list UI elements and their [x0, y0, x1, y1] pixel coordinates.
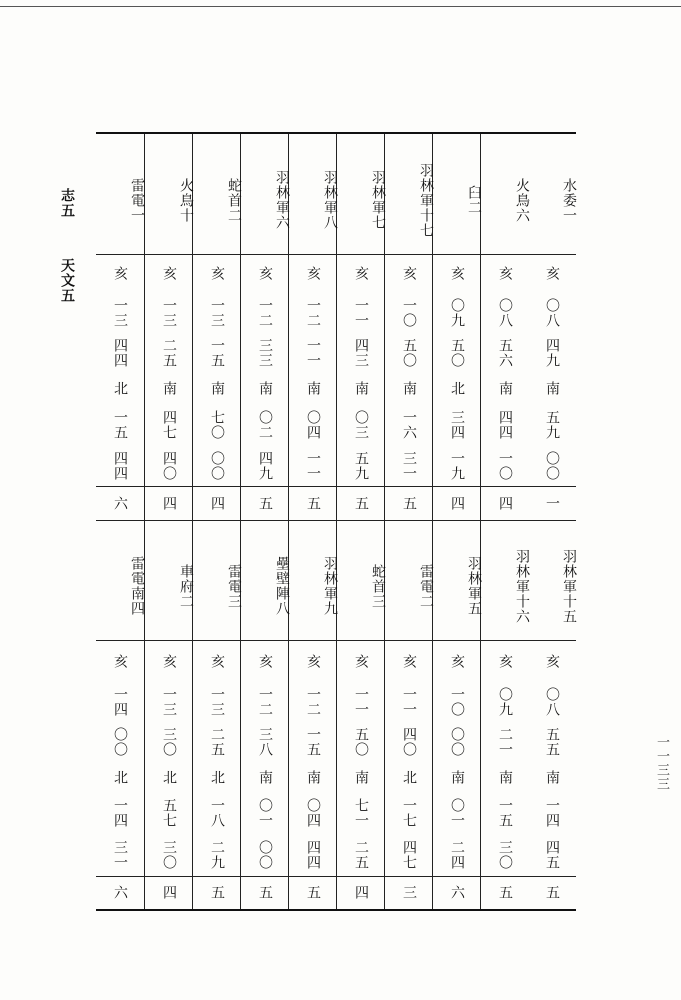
cell-mag: 五 — [401, 495, 417, 511]
cell-name: 水委一 — [561, 177, 577, 223]
cell-deg: 〇八 — [544, 298, 560, 328]
cell-branch: 亥 — [353, 265, 369, 281]
cell-mag: 四 — [449, 495, 465, 511]
cell-deg2: 一八 — [209, 798, 225, 828]
cell-name: 臼二 — [466, 185, 482, 215]
cell-branch: 亥 — [112, 265, 128, 281]
cell-deg2: 〇四 — [305, 798, 321, 828]
cell-mag: 四 — [209, 495, 225, 511]
star-column — [432, 134, 481, 909]
cell-min2: 二五 — [353, 840, 369, 870]
cell-name: 車府二 — [178, 563, 194, 609]
cell-name: 羽林軍十五 — [561, 548, 577, 624]
cell-deg2: 一六 — [401, 410, 417, 440]
table-rule — [96, 640, 576, 641]
cell-branch: 亥 — [497, 653, 513, 669]
cell-name: 羽林軍十七 — [418, 162, 434, 238]
cell-min: 四四 — [112, 338, 128, 368]
cell-min2: 〇〇 — [209, 451, 225, 481]
cell-dir: 北 — [401, 769, 417, 785]
cell-branch: 亥 — [257, 653, 273, 669]
cell-dir: 南 — [305, 380, 321, 396]
cell-deg: 一三 — [209, 298, 225, 328]
cell-dir: 南 — [544, 769, 560, 785]
cell-mag: 五 — [497, 885, 513, 900]
cell-mag: 五 — [257, 885, 273, 900]
cell-deg: 〇八 — [497, 298, 513, 328]
cell-name: 雷電南四 — [129, 556, 145, 616]
cell-deg2: 一七 — [401, 798, 417, 828]
cell-min: 一一 — [305, 338, 321, 368]
cell-mag: 六 — [112, 885, 128, 900]
cell-mag: 五 — [209, 885, 225, 900]
cell-mag: 五 — [544, 885, 560, 900]
cell-mag: 四 — [353, 885, 369, 900]
cell-mag: 五 — [305, 885, 321, 900]
star-catalog-table — [96, 132, 576, 911]
cell-mag: 五 — [257, 495, 273, 511]
cell-branch: 亥 — [305, 265, 321, 281]
volume-header: 志五 — [59, 188, 75, 218]
cell-min: 二一 — [497, 727, 513, 757]
star-column — [384, 134, 433, 909]
star-column — [96, 134, 144, 909]
cell-deg2: 四七 — [161, 410, 177, 440]
cell-deg2: 一五 — [112, 410, 128, 440]
cell-deg2: 一四 — [112, 798, 128, 828]
cell-mag: 四 — [497, 495, 513, 511]
cell-deg: 一四 — [112, 687, 128, 717]
cell-mag: 五 — [353, 495, 369, 511]
cell-min2: 四〇 — [161, 451, 177, 481]
cell-branch: 亥 — [401, 653, 417, 669]
cell-min: 一五 — [209, 338, 225, 368]
page-top-edge — [0, 6, 681, 7]
cell-branch: 亥 — [544, 265, 560, 281]
cell-deg: 一二 — [305, 687, 321, 717]
cell-name: 羽林軍八 — [322, 170, 338, 230]
cell-dir: 南 — [161, 380, 177, 396]
cell-deg2: 〇四 — [305, 410, 321, 440]
cell-deg: 一二 — [257, 298, 273, 328]
cell-deg2: 五九 — [544, 410, 560, 440]
cell-branch: 亥 — [401, 265, 417, 281]
cell-mag: 四 — [161, 495, 177, 511]
cell-name: 火鳥十 — [178, 177, 194, 223]
page-number: 一一三三 — [654, 735, 669, 791]
cell-min2: 二四 — [449, 840, 465, 870]
cell-name: 雷電三 — [226, 563, 242, 609]
cell-min2: 三一 — [401, 451, 417, 481]
cell-min2: 三〇 — [161, 840, 177, 870]
cell-name: 羽林軍十六 — [514, 548, 530, 624]
cell-branch: 亥 — [161, 653, 177, 669]
cell-deg: 一三 — [209, 687, 225, 717]
cell-deg2: 五七 — [161, 798, 177, 828]
cell-min: 五五 — [544, 727, 560, 757]
cell-branch: 亥 — [209, 653, 225, 669]
star-column — [192, 134, 241, 909]
cell-min: 五〇 — [401, 338, 417, 368]
cell-dir: 北 — [112, 380, 128, 396]
cell-deg: 〇九 — [497, 687, 513, 717]
cell-min2: 三〇 — [497, 840, 513, 870]
cell-deg: 一一 — [401, 687, 417, 717]
cell-branch: 亥 — [161, 265, 177, 281]
cell-deg2: 〇一 — [449, 798, 465, 828]
cell-min2: 三一 — [112, 840, 128, 870]
cell-dir: 南 — [544, 380, 560, 396]
cell-min2: 四四 — [112, 451, 128, 481]
cell-dir: 北 — [209, 769, 225, 785]
cell-dir: 南 — [209, 380, 225, 396]
cell-dir: 南 — [353, 380, 369, 396]
star-column — [288, 134, 337, 909]
cell-min2: 四四 — [305, 840, 321, 870]
cell-deg: 一〇 — [401, 298, 417, 328]
cell-dir: 北 — [449, 380, 465, 396]
cell-dir: 南 — [497, 380, 513, 396]
star-column — [528, 134, 576, 909]
cell-name: 雷電二 — [418, 563, 434, 609]
cell-min: 三〇 — [161, 727, 177, 757]
cell-name: 蛇首二 — [226, 177, 242, 223]
cell-name: 羽林軍七 — [370, 170, 386, 230]
cell-branch: 亥 — [449, 265, 465, 281]
cell-dir: 南 — [449, 769, 465, 785]
cell-min: 四〇 — [401, 727, 417, 757]
cell-branch: 亥 — [544, 653, 560, 669]
cell-dir: 南 — [257, 380, 273, 396]
cell-min: 五〇 — [449, 338, 465, 368]
table-rule — [96, 876, 576, 877]
cell-deg2: 一四 — [544, 798, 560, 828]
cell-mag: 五 — [305, 495, 321, 511]
cell-min2: 一一 — [305, 451, 321, 481]
cell-branch: 亥 — [497, 265, 513, 281]
cell-dir: 南 — [257, 769, 273, 785]
cell-deg2: 一五 — [497, 798, 513, 828]
cell-dir: 南 — [305, 769, 321, 785]
cell-name: 羽林軍五 — [466, 556, 482, 616]
cell-min: 一五 — [305, 727, 321, 757]
cell-deg: 一一 — [353, 298, 369, 328]
cell-branch: 亥 — [353, 653, 369, 669]
cell-dir: 南 — [401, 380, 417, 396]
cell-name: 火鳥六 — [514, 177, 530, 223]
cell-min2: 四七 — [401, 840, 417, 870]
cell-deg: 〇八 — [544, 687, 560, 717]
cell-min2: 〇〇 — [257, 840, 273, 870]
table-rule — [96, 486, 576, 487]
table-rule — [96, 254, 576, 255]
cell-deg: 一〇 — [449, 687, 465, 717]
cell-min2: 一九 — [449, 451, 465, 481]
cell-deg2: 〇三 — [353, 410, 369, 440]
cell-min: 四九 — [544, 338, 560, 368]
cell-min2: 五九 — [353, 451, 369, 481]
cell-dir: 北 — [161, 769, 177, 785]
star-column — [144, 134, 193, 909]
cell-mag: 六 — [449, 885, 465, 900]
cell-deg2: 〇二 — [257, 410, 273, 440]
cell-deg: 一三 — [112, 298, 128, 328]
cell-mag: 四 — [161, 885, 177, 900]
cell-mag: 六 — [112, 495, 128, 511]
star-column — [480, 134, 529, 909]
cell-branch: 亥 — [305, 653, 321, 669]
cell-min: 二五 — [161, 338, 177, 368]
star-column — [240, 134, 289, 909]
cell-min: 五〇 — [353, 727, 369, 757]
cell-min: 〇〇 — [449, 727, 465, 757]
table-rule — [96, 520, 576, 521]
cell-min2: 〇〇 — [544, 451, 560, 481]
star-column — [336, 134, 385, 909]
cell-min: 五六 — [497, 338, 513, 368]
cell-name: 羽林軍九 — [322, 556, 338, 616]
cell-deg2: 三四 — [449, 410, 465, 440]
cell-dir: 南 — [353, 769, 369, 785]
cell-name: 雷電一 — [129, 177, 145, 223]
section-title: 天文五 — [59, 258, 75, 303]
cell-min: 三八 — [257, 727, 273, 757]
cell-min: 三三 — [257, 338, 273, 368]
cell-name: 蛇首三 — [370, 563, 386, 609]
cell-dir: 南 — [497, 769, 513, 785]
cell-name: 羽林軍六 — [274, 170, 290, 230]
cell-deg: 一二 — [305, 298, 321, 328]
cell-deg2: 七一 — [353, 798, 369, 828]
cell-deg: 一一 — [353, 687, 369, 717]
cell-deg: 一三 — [161, 298, 177, 328]
cell-deg2: 〇一 — [257, 798, 273, 828]
cell-min2: 二九 — [209, 840, 225, 870]
cell-min2: 一〇 — [497, 451, 513, 481]
cell-deg: 一二 — [257, 687, 273, 717]
cell-branch: 亥 — [112, 653, 128, 669]
cell-dir: 北 — [112, 769, 128, 785]
cell-min: 〇〇 — [112, 727, 128, 757]
cell-min: 四三 — [353, 338, 369, 368]
cell-branch: 亥 — [449, 653, 465, 669]
cell-mag: 三 — [401, 885, 417, 900]
cell-deg: 一三 — [161, 687, 177, 717]
cell-deg2: 七〇 — [209, 410, 225, 440]
cell-deg: 〇九 — [449, 298, 465, 328]
cell-name: 壘壁陣八 — [274, 556, 290, 616]
cell-mag: 一 — [544, 495, 560, 511]
cell-branch: 亥 — [257, 265, 273, 281]
cell-min2: 四九 — [257, 451, 273, 481]
cell-deg2: 四四 — [497, 410, 513, 440]
cell-min2: 四五 — [544, 840, 560, 870]
cell-min: 二五 — [209, 727, 225, 757]
cell-branch: 亥 — [209, 265, 225, 281]
